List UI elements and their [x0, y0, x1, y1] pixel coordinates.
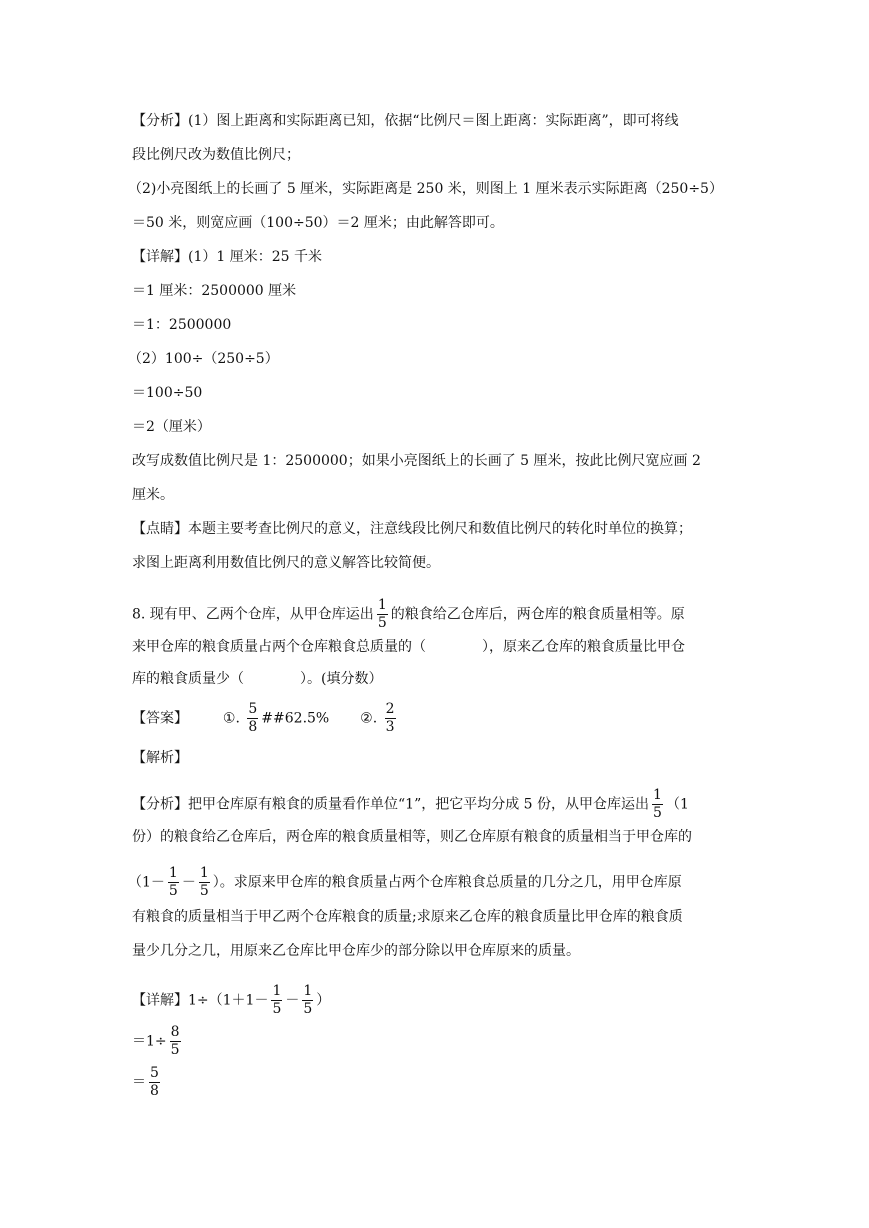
minus-sign: －: [181, 874, 196, 891]
conclusion-line-2: 厘米。: [132, 487, 174, 503]
q8-detail-line-2: [132, 1024, 184, 1059]
fraction-one-fifth: $\frac{1}{5}$: [168, 865, 178, 899]
fraction-one-fifth: $\frac{1}{5}$: [272, 983, 282, 1017]
detail-line-1: 【详解】(1）1 厘米：25 千米: [132, 249, 322, 265]
q8-analysis-line-5: 量少几分之几，用原来乙仓库比甲仓库少的部分除以甲仓库原来的质量。: [132, 943, 580, 959]
detail-line-2: ＝1 厘米：2500000 厘米: [132, 283, 297, 299]
q8-step-text: ＝: [132, 1074, 146, 1091]
q8-step-text: ＝1÷: [132, 1033, 167, 1050]
q8-analysis-line-2: 份）的粮食给乙仓库后，两仓库的粮食质量相等，则乙仓库原有粮食的质量相当于甲仓库的: [132, 829, 692, 845]
answer-2-marker: ②.: [360, 710, 378, 727]
analysis-line-3: （2)小亮图纸上的长画了 5 厘米，实际距离是 250 米，则图上 1 厘米表示实际距离（250÷5）: [128, 181, 723, 197]
conclusion-line-1: 改写成数值比例尺是 1：2500000；如果小亮图纸上的长画了 5 厘米，按此比例尺宽应画 2: [132, 453, 701, 469]
question-8-line-1: [132, 597, 685, 632]
fraction-five-eighths: $\frac{5}{8}$: [150, 1065, 159, 1099]
q8-analysis-text: 【分析】把甲仓库原有粮食的质量看作单位“1”，把它平均分成 5 份，从甲仓库运出: [132, 796, 650, 813]
q8-detail-text: 【详解】1÷（1＋1－: [132, 992, 269, 1009]
q8-detail-line-1: [132, 983, 330, 1018]
comment-line-1: 【点睛】本题主要考查比例尺的意义，注意线段比例尺和数值比例尺的转化时单位的换算；: [132, 521, 692, 537]
analysis-line-2: 段比例尺改为数值比例尺；: [132, 147, 300, 163]
analysis-line-4: ＝50 米，则宽应画（100÷50）＝2 厘米；由此解答即可。: [132, 215, 504, 231]
fraction-one-fifth: $\frac{1}{5}$: [199, 865, 209, 899]
analysis-line-1: 【分析】(1）图上距离和实际距离已知，依据“比例尺＝图上距离：实际距离”，即可将线: [132, 113, 679, 129]
close-paren: ）: [316, 992, 331, 1009]
detail-line-6: ＝2（厘米）: [132, 419, 211, 435]
question-8-line-3: 库的粮食质量少（ ）。(填分数）: [132, 671, 383, 687]
answer-line: [132, 701, 399, 736]
fraction-two-thirds: $\frac{2}{3}$: [385, 701, 395, 735]
detail-line-4: （2）100÷（250÷5）: [128, 351, 279, 367]
parse-label: 【解析】: [132, 750, 188, 766]
answer-label: 【答案】: [132, 710, 188, 727]
q8-analysis-line-3: [128, 865, 682, 900]
minus-sign: －: [285, 992, 300, 1009]
q8-analysis-line-1: [132, 787, 689, 822]
answer-1-marker: ①.: [222, 710, 240, 727]
detail-line-3: ＝1：2500000: [132, 317, 232, 333]
question-text: 8. 现有甲、乙两个仓库，从甲仓库运出: [132, 606, 374, 623]
question-8-line-2: 来甲仓库的粮食质量占两个仓库粮食总质量的（ ），原来乙仓库的粮食质量比甲仓: [132, 639, 685, 655]
comment-line-2: 求图上距离利用数值比例尺的意义解答比较简便。: [132, 555, 440, 571]
q8-analysis-line-4: 有粮食的质量相当于甲乙两个仓库粮食的质量;求原来乙仓库的粮食质量比甲仓库的粮食质: [132, 909, 683, 925]
fraction-one-fifth: $\frac{1}{5}$: [377, 597, 387, 631]
q8-analysis-text: （1: [665, 796, 689, 813]
q8-detail-line-3: [132, 1065, 163, 1100]
q8-analysis-text: （1－: [128, 874, 165, 891]
detail-line-5: ＝100÷50: [132, 385, 203, 401]
fraction-one-fifth: $\frac{1}{5}$: [653, 787, 662, 821]
q8-analysis-text: ）。求原来甲仓库的粮食质量占两个仓库粮食总质量的几分之几，用甲仓库原: [212, 874, 682, 891]
fraction-eight-fifths: $\frac{8}{5}$: [170, 1024, 180, 1058]
fraction-five-eighths: $\frac{5}{8}$: [248, 701, 258, 735]
fraction-one-fifth: $\frac{1}{5}$: [303, 983, 313, 1017]
answer-1-alt: ##62.5%: [261, 710, 330, 727]
question-text: 的粮食给乙仓库后，两仓库的粮食质量相等。原: [390, 606, 685, 623]
